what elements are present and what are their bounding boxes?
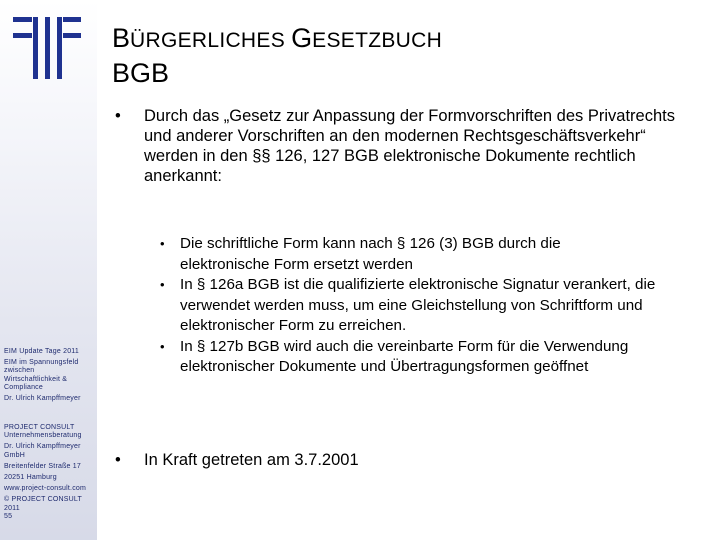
page-number: 55 — [4, 512, 13, 520]
sub-bullet — [160, 275, 710, 337]
company-line: Dr. Ulrich Kampffmeyer — [4, 443, 81, 451]
sub-bullet-text: In § 126a BGB ist die qualifizierte elektronische Signatur verankert, die verwendet werden muss, um eine Gleichstellung von Schriftform und elektronischer Form zu erreichen. — [180, 276, 656, 334]
event-line: Wirtschaftlichkeit & — [4, 375, 68, 383]
event-line: EIM Update Tage 2011 — [4, 348, 79, 355]
sub-bullet — [160, 337, 650, 378]
sub-bullet-list — [160, 234, 700, 378]
company-line: Breitenfelder Straße 17 — [4, 462, 81, 470]
main-bullet-text: Durch das „Gesetz zur Anpassung der Formvorschriften des Privatrechts und anderer Vorschriften an den modernen Rechtsgeschäftsverkehr“ werden in den §§ 126, 127 BGB elektronische Dokumente rechtlich anerkannt: — [144, 107, 675, 185]
title-line-2: BGB — [112, 58, 170, 88]
company-website[interactable]: www.project-consult.com — [4, 485, 87, 493]
bullet-icon: • — [160, 338, 165, 354]
title-smallcaps: ESETZBUCH — [312, 29, 443, 52]
copyright: © PROJECT CONSULT — [4, 496, 82, 504]
title-initial: G — [291, 23, 313, 53]
company-info — [4, 424, 96, 521]
event-info — [4, 348, 96, 403]
title-line-1 — [112, 22, 692, 57]
bullet-icon: • — [160, 236, 165, 251]
copyright-year: 2011 — [4, 504, 20, 512]
company-line: 20251 Hamburg — [4, 474, 57, 482]
main-bullet-text: In Kraft getreten am 3.7.2001 — [144, 451, 359, 469]
company-line: PROJECT CONSULT — [4, 424, 75, 431]
event-line: Compliance — [4, 383, 43, 391]
title-smallcaps: ÜRGERLICHES — [130, 29, 292, 52]
event-line: zwischen — [4, 367, 35, 375]
sub-bullet — [160, 234, 650, 275]
bullet-icon: • — [115, 107, 121, 125]
bullet-icon: • — [115, 451, 121, 469]
sub-bullet-text: Die schriftliche Form kann nach § 126 (3) BGB durch die elektronische Form ersetzt werden — [180, 235, 561, 273]
event-line: Dr. Ulrich Kampffmeyer — [4, 395, 81, 403]
sidebar — [0, 0, 97, 540]
bullet-icon: • — [160, 277, 165, 292]
company-line: Unternehmensberatung — [4, 432, 82, 440]
title-initial: B — [112, 23, 131, 53]
project-consult-logo-icon — [13, 17, 81, 79]
slide-title — [112, 22, 692, 90]
event-line: EIM im Spannungsfeld — [4, 359, 79, 367]
sub-bullet-text: In § 127b BGB wird auch die vereinbarte Form für die Verwendung elektronischer Dokumente und Übertragungsformen geöffnet — [180, 337, 629, 375]
company-line: GmbH — [4, 451, 26, 459]
